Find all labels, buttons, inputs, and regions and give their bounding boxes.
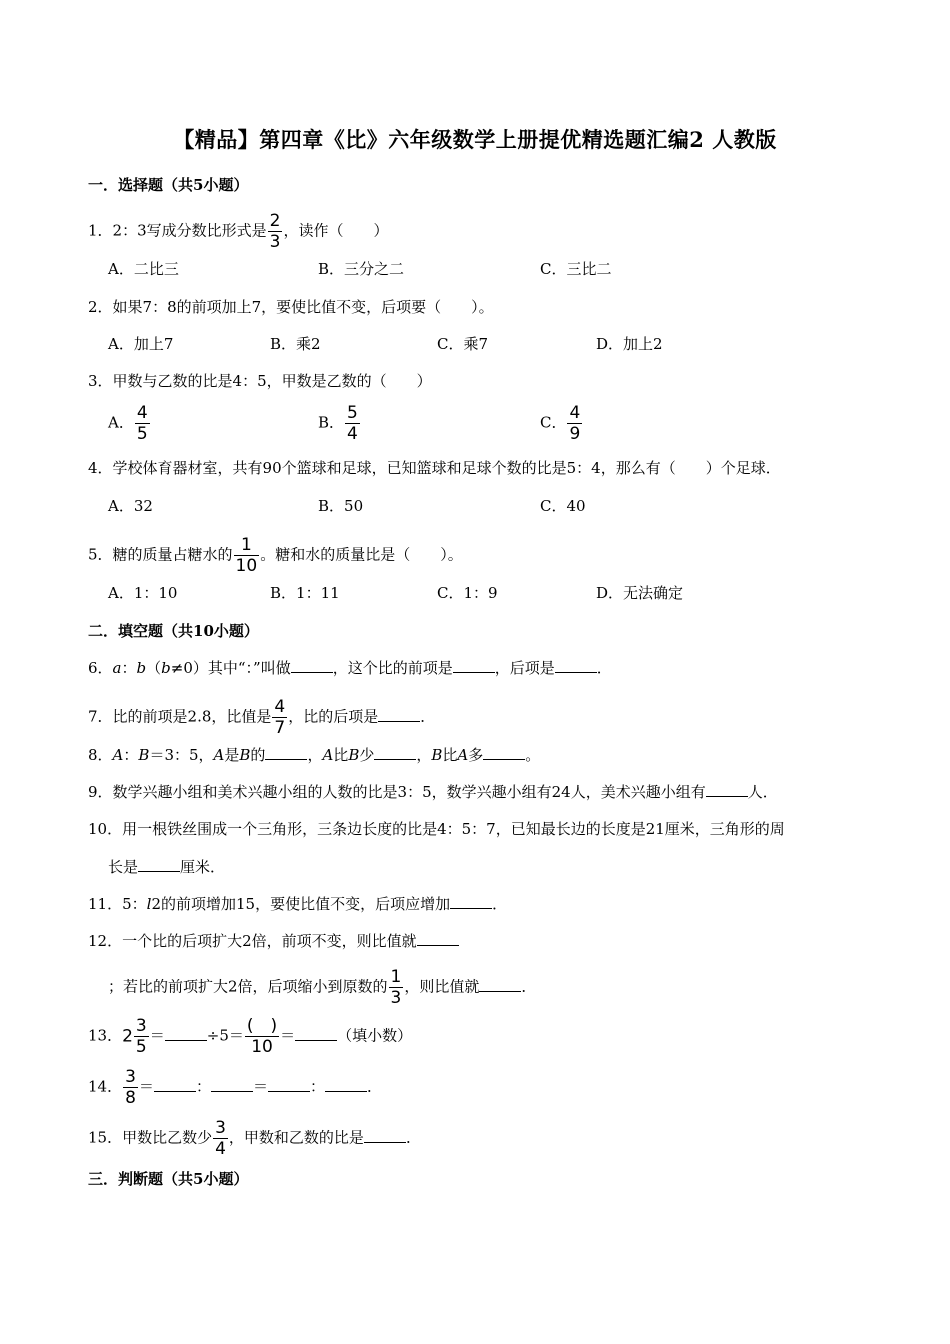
q1-option-b: B．三分之二 xyxy=(318,260,405,278)
fraction: $\frac{4}{9}$ xyxy=(569,403,581,444)
q4-option-a: A．32 xyxy=(108,497,153,515)
question-13: 13．2 $\frac{3}{5}$ ＝ ÷5＝ $\frac{( )}{10}$ ＝ （填小数） xyxy=(88,1016,413,1057)
answer-blank[interactable] xyxy=(483,745,525,760)
answer-blank[interactable] xyxy=(325,1077,367,1092)
q3-option-a: A． $\frac{4}{5}$ xyxy=(108,403,148,444)
fraction: $\frac{4}{5}$ xyxy=(136,403,148,444)
q3-option-c: C． $\frac{4}{9}$ xyxy=(540,403,581,444)
answer-blank[interactable] xyxy=(450,894,492,909)
answer-blank[interactable] xyxy=(374,745,416,760)
fraction: $\frac{5}{4}$ xyxy=(347,403,358,444)
answer-blank[interactable] xyxy=(364,1128,406,1143)
question-5: 5．糖的质量占糖水的 $\frac{1}{10}$ 。糖和水的质量比是（ ）。 xyxy=(88,535,463,576)
q5-option-a: A．1：10 xyxy=(108,584,178,602)
section-heading-judge: 三．判断题（共5小题） xyxy=(88,1170,249,1188)
fraction: $\frac{3}{5}$ xyxy=(135,1016,147,1057)
fraction: $\frac{1}{10}$ xyxy=(235,535,258,576)
answer-blank[interactable] xyxy=(291,658,333,673)
answer-blank[interactable] xyxy=(265,745,307,760)
question-1 xyxy=(88,212,388,251)
question-3: 3．甲数与乙数的比是4：5，甲数是乙数的（ ） xyxy=(88,372,432,390)
q4-option-b: B．50 xyxy=(318,497,364,515)
answer-blank[interactable] xyxy=(295,1026,337,1041)
page-title: 【精品】第四章《比》六年级数学上册提优精选题汇编2 人教版 xyxy=(173,127,777,152)
question-12-cont: ；若比的前项扩大2倍，后项缩小到原数的 $\frac{1}{3}$ ，则比值就 ． xyxy=(108,967,537,1008)
q3-option-b: B． $\frac{5}{4}$ xyxy=(318,403,358,444)
question-14: 14． $\frac{3}{8}$ ＝ ： ＝ ： ． xyxy=(88,1067,382,1108)
fraction: $\frac{4}{7}$ xyxy=(274,697,286,738)
fraction: $\frac{3}{8}$ xyxy=(125,1067,136,1108)
q4-option-c: C．40 xyxy=(540,497,586,515)
answer-blank[interactable] xyxy=(165,1026,207,1041)
q1-text-end: ，读作（ ） xyxy=(283,221,389,240)
section-heading-choice: 一．选择题（共5小题） xyxy=(88,176,249,194)
question-2: 2．如果7：8的前项加上7，要使比值不变，后项要（ ）。 xyxy=(88,298,494,316)
question-10: 10．用一根铁丝围成一个三角形，三条边长度的比是4：5：7，已知最长边的长度是21厘米，三角形的周 xyxy=(88,820,785,838)
q1-text: 1．2：3写成分数比形式是 xyxy=(88,221,267,240)
answer-blank[interactable] xyxy=(555,658,597,673)
question-10-cont: 长是 厘米． xyxy=(108,858,226,876)
q2-option-b: B．乘2 xyxy=(270,335,321,353)
q1-option-a: A．二比三 xyxy=(108,260,179,278)
q1-option-c: C．三比二 xyxy=(540,260,612,278)
q5-option-c: C．1：9 xyxy=(437,584,498,602)
question-6: 6．a：b（b≠0）其中“：”叫做 ，这个比的前项是 ，后项是 ． xyxy=(88,659,612,677)
answer-blank[interactable] xyxy=(453,658,495,673)
answer-blank[interactable] xyxy=(706,782,748,797)
section-heading-fill: 二．填空题（共10小题） xyxy=(88,622,259,640)
question-7: 7．比的前项是2.8，比值是 $\frac{4}{7}$ ，比的后项是 ． xyxy=(88,697,436,738)
question-15: 15．甲数比乙数少 $\frac{3}{4}$ ，甲数和乙数的比是 ． xyxy=(88,1118,421,1159)
answer-blank[interactable] xyxy=(479,977,521,992)
question-4: 4．学校体育器材室，共有90个篮球和足球，已知篮球和足球个数的比是5：4，那么有（ ）个足球． xyxy=(88,459,781,477)
fraction: $\frac{( )}{10}$ xyxy=(246,1016,278,1057)
answer-blank[interactable] xyxy=(211,1077,253,1092)
answer-blank[interactable] xyxy=(138,857,180,872)
q2-option-d: D．加上2 xyxy=(596,335,663,353)
q2-option-c: C．乘7 xyxy=(437,335,489,353)
question-11: 11．5：l2的前项增加15，要使比值不变，后项应增加 ． xyxy=(88,895,508,913)
answer-blank[interactable] xyxy=(417,931,459,946)
answer-blank[interactable] xyxy=(268,1077,310,1092)
question-12: 12．一个比的后项扩大2倍，前项不变，则比值就 xyxy=(88,930,459,952)
fraction: $\frac{1}{3}$ xyxy=(390,967,402,1008)
question-8: 8．A：B＝3：5，A是B的 ，A比B少 ，B比A多 。 xyxy=(88,746,541,764)
q5-option-d: D．无法确定 xyxy=(596,584,684,602)
answer-blank[interactable] xyxy=(154,1077,196,1092)
fraction: $\frac{3}{4}$ xyxy=(215,1118,226,1159)
question-9: 9．数学兴趣小组和美术兴趣小组的人数的比是3：5，数学兴趣小组有24人，美术兴趣小组有 人． xyxy=(88,783,778,801)
q2-option-a: A．加上7 xyxy=(108,335,174,353)
answer-blank[interactable] xyxy=(378,707,420,722)
fraction: $\frac{2}{3}$ xyxy=(269,211,281,252)
q5-option-b: B．1：11 xyxy=(270,584,340,602)
